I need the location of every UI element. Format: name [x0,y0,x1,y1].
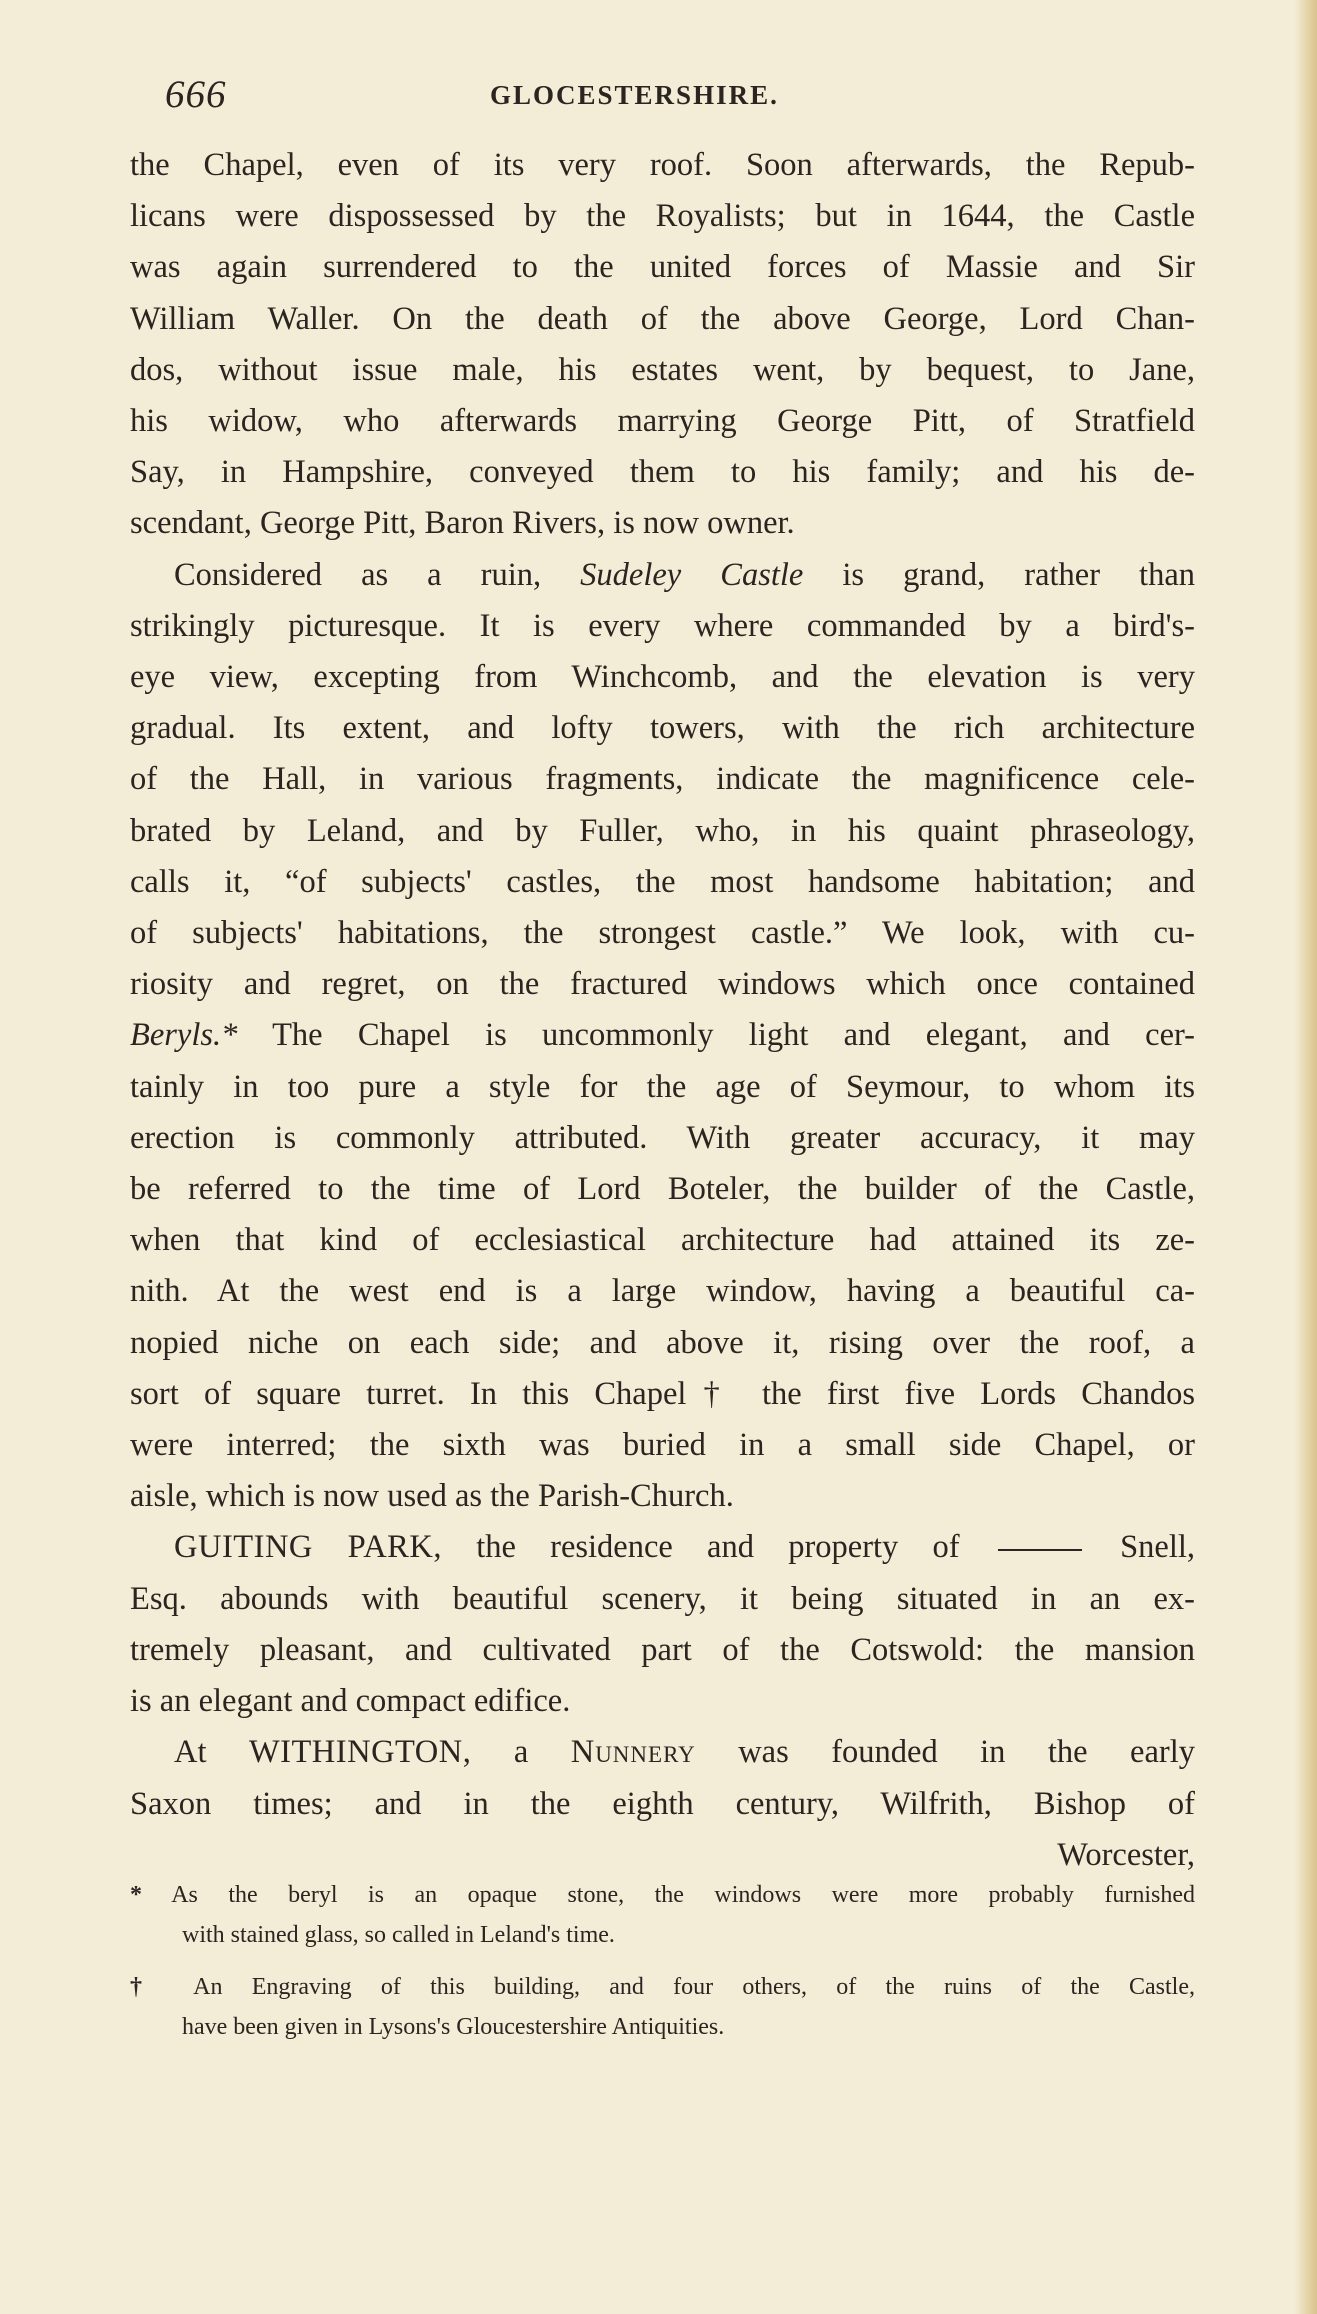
text-line: his widow, who afterwards marrying George Pitt, of Stratfield [130,403,1195,440]
text-line: Say, in Hampshire, conveyed them to his family; and his de- [130,454,1195,491]
text-span: The Chapel is uncommonly light and elegant, and cer- [272,1017,1195,1054]
text-line: when that kind of ecclesiastical architecture had attained its ze- [130,1222,1195,1259]
page-number: 666 [165,73,227,116]
text-line: nopied niche on each side; and above it, rising over the roof, a [130,1324,1195,1361]
text-line: strikingly picturesque. It is every where commanded by a bird's- [130,607,1195,644]
body-text [130,140,1195,1881]
text-line: sort of square turret. In this Chapel† the first five Lords Chandos [130,1375,1195,1412]
text-line: the Chapel, even of its very roof. Soon afterwards, the Repub- [130,147,1195,183]
text-line: Saxon times; and in the eighth century, Wilfrith, Bishop of [130,1785,1195,1822]
text-line: nith. At the west end is a large window, having a beautiful ca- [130,1273,1195,1310]
text-span: As the beryl is an opaque stone, the windows were more probably furnished [171,1882,1195,1908]
text-span: a [513,1734,529,1771]
text-line: calls it, “of subjects' castles, the most handsome habitation; and [130,863,1195,900]
text-line: gradual. Its extent, and lofty towers, with the rich architecture [130,710,1195,747]
dagger-mark: † [130,1974,166,2000]
text-line: tremely pleasant, and cultivated part of the Cotswold: the mansion [130,1631,1195,1668]
running-title: GLOCESTERSHIRE. [490,80,779,110]
text-line: licans were dispossessed by the Royalists; but in 1644, the Castle [130,198,1195,235]
text-span: the residence and property of [476,1529,960,1566]
text-line: scendant, George Pitt, Baron Rivers, is now owner. [130,505,795,542]
text-line: erection is commonly attributed. With greater accuracy, it may [130,1119,1195,1156]
footnote-2-cont: have been given in Lysons's Gloucestershire Antiquities. [182,2014,725,2040]
text-line: tainly in too pure a style for the age of Seymour, to whom its [130,1068,1195,1105]
paragraph-sudeley-start [130,550,1195,601]
beryls-line [130,1010,1195,1061]
guiting-park-caps: GUITING PARK, [174,1529,442,1566]
footnotes [130,1875,1195,2047]
page-edge [1295,0,1317,2314]
text-line: dos, without issue male, his estates went, by bequest, to Jane, [130,351,1195,388]
text-line: Esq. abounds with beautiful scenery, it being situated in an ex- [130,1580,1195,1617]
text-line: riosity and regret, on the fractured windows which once contained [130,966,1195,1003]
name-blank-dash [998,1549,1082,1551]
text-line: is an elegant and compact edifice. [130,1683,571,1720]
text-line: of the Hall, in various fragments, indicate the magnificence cele- [130,761,1195,798]
catchword: Worcester, [1057,1836,1195,1873]
text-line: of subjects' habitations, the strongest castle.” We look, with cu- [130,915,1195,952]
nunnery-small-caps: Nunnery [570,1734,696,1771]
text-line: be referred to the time of Lord Boteler, the builder of the Castle, [130,1171,1195,1208]
text-line: was again surrendered to the united forces of Massie and Sir [130,249,1195,286]
sudeley-castle-italic: Sudeley Castle [580,556,804,593]
footnote-1-cont: with stained glass, so called in Leland's time. [182,1922,615,1948]
footnote-1 [130,1875,1195,1915]
beryls-italic: Beryls.* [130,1017,238,1054]
footnote-2 [130,1967,1195,2007]
text-span: was founded in the early [738,1734,1195,1771]
text-line: aisle, which is now used as the Parish-Church. [130,1478,734,1515]
text-line: William Waller. On the death of the above George, Lord Chan- [130,300,1195,337]
text-line: eye view, excepting from Winchcomb, and the elevation is very [130,659,1195,696]
paragraph-guiting-start [130,1522,1195,1573]
asterisk-mark: * [130,1882,142,1908]
text-span: Considered as a ruin, [174,556,542,593]
text-span: is grand, rather than [842,556,1196,593]
withington-caps: WITHINGTON, [248,1734,472,1771]
text-span: An Engraving of this building, and four others, of the ruins of the Castle, [193,1974,1195,2000]
text-span: At [174,1734,207,1771]
text-span: Snell, [1120,1529,1196,1566]
paragraph-withington-start [130,1727,1195,1778]
text-line: were interred; the sixth was buried in a small side Chapel, or [130,1427,1195,1464]
text-line: brated by Leland, and by Fuller, who, in his quaint phraseology, [130,812,1195,849]
